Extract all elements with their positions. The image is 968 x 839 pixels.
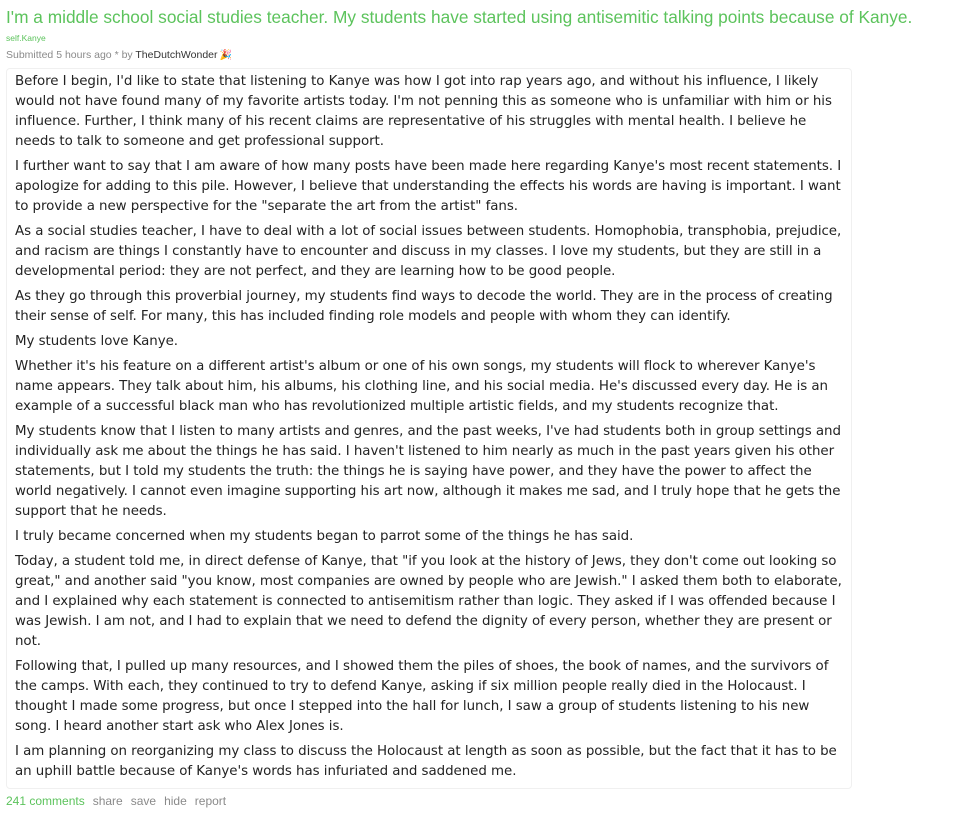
body-paragraph: I am planning on reorganizing my class to discuss the Holocaust at length as soon as possible, but the fact that it has to be an uphill battle because of Kanye's words has infuriated and saddened me. <box>15 744 837 779</box>
body-paragraph: Following that, I pulled up many resources, and I showed them the piles of shoes, the book of names, and the survivors of the camps. With each, they continued to try to defend Kanye, asking if six million people really died in the Holocaust. I thought I made some progress, but once I stepped into the hall for lunch, I saw a group of students listening to his new song. I heard another start ask who Alex Jones is. <box>15 659 829 734</box>
body-paragraph: Today, a student told me, in direct defense of Kanye, that "if you look at the history of Jews, they don't come out looking so great," and another said "you know, most companies are owned by people who are Jewish." I asked them both to elaborate, and I explained why each statement is connected to antisemitism rather than logic. They asked if I was offended because I was Jewish. I am not, and I had to explain that we need to defend the dignity of every person, whether they are present or not. <box>15 554 842 649</box>
post-domain[interactable]: self.Kanye <box>6 33 46 43</box>
save-button[interactable]: save <box>130 794 157 808</box>
body-paragraph: As a social studies teacher, I have to deal with a lot of social issues between students. Homophobia, transphobia, prejudice, and racism are things I constantly have to encounter and discuss in my classes. I love my students, but they are still in a developmental period: they are not perfect, and they are learning how to be good people. <box>15 224 842 279</box>
author-link[interactable]: TheDutchWonder <box>135 49 218 61</box>
body-paragraph: My students love Kanye. <box>15 334 178 349</box>
share-button[interactable]: share <box>92 794 123 808</box>
submitted-text: Submitted 5 hours ago * by <box>6 49 136 61</box>
post-title[interactable]: I'm a middle school social studies teacher. My students have started using antisemitic talking points because of Kanye. <box>6 7 913 27</box>
body-paragraph: Whether it's his feature on a different artist's album or one of his own songs, my students will flock to wherever Kanye's name appears. They talk about him, his albums, his clothing line, and his social media. He's discussed every day. He is an example of a successful black man who has revolutionized multiple artistic fields, and my students recognize that. <box>15 359 828 414</box>
body-paragraph: I further want to say that I am aware of how many posts have been made here regarding Kanye's most recent statements. I apologize for adding to this pile. However, I believe that understanding the effects his words are having is important. I want to provide a new perspective for the "separate the art from the artist" fans. <box>15 159 842 214</box>
report-button[interactable]: report <box>194 794 227 808</box>
post-body <box>6 68 852 789</box>
body-paragraph: As they go through this proverbial journey, my students find ways to decode the world. They are in the process of creating their sense of self. For many, this has included finding role models and people with whom they can identify. <box>15 289 833 324</box>
body-paragraph: I truly became concerned when my students began to parrot some of the things he has said. <box>15 529 634 544</box>
post <box>6 6 964 809</box>
comments-link[interactable]: 241 comments <box>6 794 85 808</box>
body-paragraph: Before I begin, I'd like to state that listening to Kanye was how I got into rap years ago, and without his influence, I likely would not have found many of my favorite artists today. I'm not penning this as someone who is unfamiliar with him or his influence. Further, I think many of his recent claims are representative of his struggles with mental health. I believe he needs to talk to someone and get professional support. <box>15 74 832 149</box>
post-tagline <box>6 49 964 62</box>
body-paragraph: My students know that I listen to many artists and genres, and the past weeks, I've had students both in group settings and individually ask me about the things he has said. I haven't listened to him nearly as much in the past years given his other statements, but I told my students the truth: the things he is saying have power, and they have the power to affect the world negatively. I cannot even imagine supporting his art now, although it makes me sad, and I truly hope that he gets the support that he needs. <box>15 424 841 519</box>
hide-button[interactable]: hide <box>164 794 187 808</box>
post-buttons <box>6 793 964 809</box>
party-icon: 🎉 <box>219 50 232 61</box>
